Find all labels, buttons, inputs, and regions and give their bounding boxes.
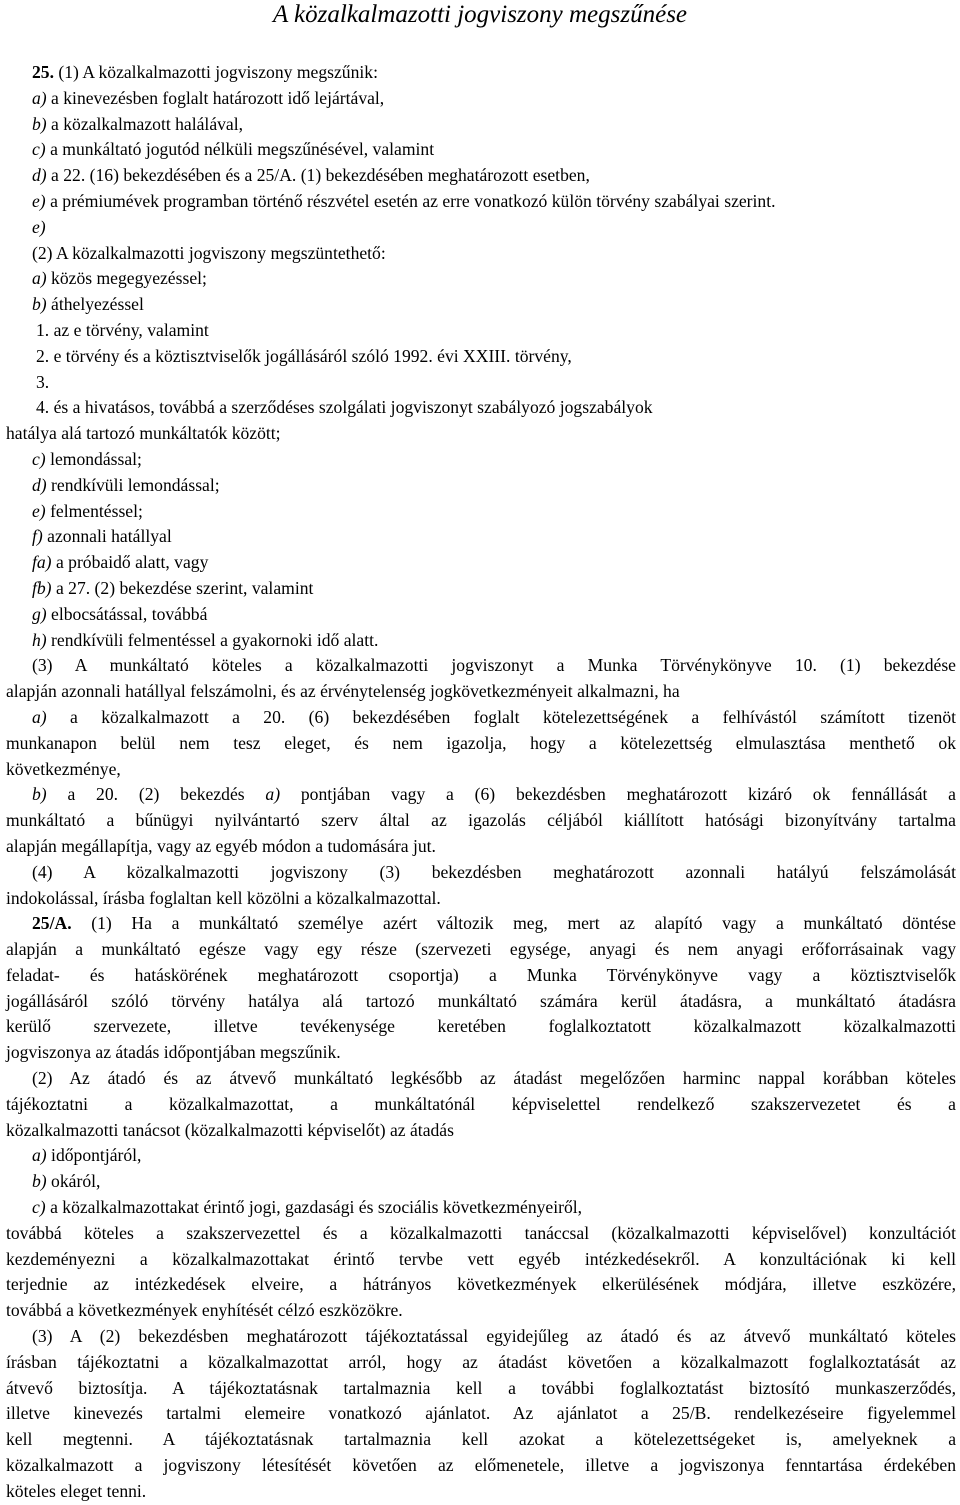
line-text: hatálya alá tartozó munkáltatók között; (6, 423, 281, 444)
item-marker: d) (32, 474, 47, 495)
text-line (6, 860, 956, 886)
line-text: (4) A közalkalmazotti jogviszony (3) bekezdésben meghatározott azonnali hatályú felszámolását (32, 861, 956, 882)
text-line (6, 292, 956, 318)
line-text: a prémiumévek programban történő részvétel esetén az erre vonatkozó külön törvény szabályai szerint. (45, 190, 776, 211)
line-text: illetve kinevezés tartalmi elemeire vonatkozó ajánlatot. Az ajánlatot a 25/B. rendelkezéseire figyelemmel (6, 1403, 956, 1424)
item-marker: e) (32, 500, 46, 521)
text-line (6, 1118, 956, 1144)
text-line (6, 1298, 956, 1324)
text-line (6, 266, 956, 292)
text-line (6, 112, 956, 138)
line-text: jogállásáról szóló törvény hatálya alá tartozó munkáltató számára kerül átadásra, a munkáltató átadásra (6, 990, 956, 1011)
line-text: (1) A közalkalmazotti jogviszony megszűnik: (54, 62, 378, 82)
text-line (6, 86, 956, 112)
text-line (6, 318, 956, 344)
line-text: átvevő biztosítja. A tájékoztatásnak tartalmaznia kell a további foglalkoztatást biztosító munkaszerződés, (6, 1377, 956, 1398)
line-text: rendkívüli lemondással; (46, 474, 220, 495)
line-text: időpontjáról, (46, 1145, 142, 1166)
text-line (6, 731, 956, 757)
text-line (6, 241, 956, 267)
line-text: kezdeményezni a közalkalmazottakat érintő tervbe vett egyéb intézkedésekről. A konzultációnak ki kell (6, 1248, 956, 1269)
item-marker: e) (32, 216, 46, 237)
item-marker: e) (32, 190, 46, 211)
line-text: következménye, (6, 758, 121, 779)
line-text: alapján azonnali hatállyal felszámolni, és az érvénytelenség jogkövetkezményeit alkalmazni, ha (6, 681, 680, 702)
text-line (6, 550, 956, 576)
text-line (6, 1350, 956, 1376)
text-line (6, 1195, 956, 1221)
item-marker: a) (32, 87, 47, 108)
item-marker: a) (32, 268, 47, 289)
text-line (6, 447, 956, 473)
text-line (6, 757, 956, 783)
line-text: a munkáltató jogutód nélküli megszűnésével, valamint (45, 139, 435, 160)
text-line (6, 1221, 956, 1247)
line-text: közös megegyezéssel; (46, 268, 207, 289)
text-line (6, 1092, 956, 1118)
text-line (6, 1427, 956, 1453)
text-line (6, 602, 956, 628)
text-line (6, 421, 956, 447)
section-number: 25/A. (32, 913, 72, 934)
text-line (6, 344, 956, 370)
text-line (6, 886, 956, 912)
line-text: (2) Az átadó és az átvevő munkáltató legkésőbb az átadást megelőzően harminc nappal korábban köteles (32, 1068, 956, 1089)
item-marker: b) (32, 294, 47, 315)
text-line (6, 395, 956, 421)
item-marker: fb) (32, 577, 52, 598)
document-body (6, 60, 956, 1505)
line-text: kerülő szervezete, illetve tevékenysége keretében foglalkoztatott közalkalmazott közalkalmazotti (6, 1016, 956, 1037)
line-text: (2) A közalkalmazotti jogviszony megszüntethető: (32, 242, 386, 263)
line-text: lemondással; (45, 448, 142, 469)
text-line (6, 653, 956, 679)
line-text: munkanapon belül nem tesz eleget, és nem igazolja, hogy a kötelezettség elmulasztása menthető ok (6, 732, 956, 753)
item-marker: c) (32, 1197, 46, 1218)
line-text: alapján a munkáltató egésze vagy egy része (szervezeti egysége, anyagi és nem anyagi erőforrásainak vagy (6, 939, 956, 960)
text-line (6, 679, 956, 705)
line-text: közalkalmazott a jogviszony létesítését követően az előmenetele, illetve a jogviszonya fenntartása érdekében (6, 1455, 956, 1476)
line-text: feladat- és hatáskörének meghatározott csoportja) a Munka Törvénykönyve vagy a köztisztviselők (6, 964, 956, 985)
line-text: 2. e törvény és a köztisztviselők jogállásáról szóló 1992. évi XXIII. törvény, (36, 345, 572, 366)
text-line (6, 163, 956, 189)
line-text: közalkalmazotti tanácsot (közalkalmazotti képviselőt) az átadás (6, 1119, 454, 1140)
text-line (6, 1040, 956, 1066)
section-number: 25. (32, 62, 54, 82)
line-text: kell megtenni. A tájékoztatásnak tartalmaznia kell azokat a kötelezettségeket is, amelyeknek a (6, 1429, 956, 1450)
item-marker: d) (32, 165, 47, 186)
line-text: továbbá a következmények enyhítését célzó eszközökre. (6, 1300, 403, 1321)
text-line (6, 808, 956, 834)
line-text: tájékoztatni a közalkalmazottat, a munkáltatónál képviselettel rendelkező szakszervezetet és a (6, 1093, 956, 1114)
line-text: a 22. (16) bekezdésében és a 25/A. (1) bekezdésében meghatározott esetben, (46, 165, 590, 186)
line-text: indokolással, írásba foglaltan kell közölni a közalkalmazottal. (6, 887, 441, 908)
line-text: a közalkalmazott halálával, (46, 113, 244, 134)
text-line (6, 911, 956, 937)
line-text: munkáltató a bűnügyi nyilvántartó szerv által az igazolás céljából kiállított hatósági bizonyítvány tartalma (6, 810, 956, 831)
text-line (6, 576, 956, 602)
line-text: 3. (36, 371, 50, 392)
line-text: pontjában vagy a (6) bekezdésben meghatározott kizáró ok fennállását a (280, 784, 956, 805)
line-text: 1. az e törvény, valamint (36, 319, 209, 340)
text-line (6, 1169, 956, 1195)
text-line (6, 834, 956, 860)
item-marker: b) (32, 1171, 47, 1192)
text-line (6, 1272, 956, 1298)
text-line (6, 782, 956, 808)
text-line (6, 1014, 956, 1040)
item-marker: h) (32, 629, 47, 650)
text-line (6, 137, 956, 163)
line-text: alapján megállapítja, vagy az egyéb módon a tudomására jut. (6, 835, 436, 856)
line-text: a próbaidő alatt, vagy (51, 552, 209, 573)
line-text: továbbá köteles a szakszervezettel és a közalkalmazotti tanáccsal (közalkalmazotti képviselővel) konzultációt (6, 1222, 956, 1243)
text-line (6, 189, 956, 215)
item-marker: a) (32, 706, 47, 727)
line-text: (3) A munkáltató köteles a közalkalmazotti jogviszonyt a Munka Törvénykönyve 10. (1) bekezdése (32, 655, 956, 676)
line-text: a közalkalmazottakat érintő jogi, gazdasági és szociális következményeiről, (45, 1197, 583, 1218)
line-text: rendkívüli felmentéssel a gyakornoki idő alatt. (46, 629, 379, 650)
line-text: (1) Ha a munkáltató személye azért változik meg, mert az alapító vagy a munkáltató döntése (71, 913, 956, 934)
item-marker: c) (32, 448, 46, 469)
line-text: jogviszonya az átadás időpontjában megszűnik. (6, 1042, 341, 1063)
item-marker: g) (32, 603, 47, 624)
text-line (6, 499, 956, 525)
line-text: a közalkalmazott a 20. (6) bekezdésében foglalt kötelezettségének a felhívástól számított tizenöt (46, 706, 956, 727)
item-marker: b) (32, 784, 47, 805)
item-marker: c) (32, 139, 46, 160)
text-line (6, 1453, 956, 1479)
line-text: azonnali hatállyal (42, 526, 172, 547)
line-text: áthelyezéssel (46, 294, 144, 315)
text-line (6, 705, 956, 731)
text-line (6, 1324, 956, 1350)
line-text: a 20. (2) bekezdés (46, 784, 266, 805)
line-text: a kinevezésben foglalt határozott idő lejártával, (46, 87, 385, 108)
line-text: köteles eleget tenni. (6, 1480, 147, 1501)
line-text: elbocsátással, továbbá (46, 603, 208, 624)
text-line (6, 524, 956, 550)
text-line (6, 1376, 956, 1402)
text-line (6, 963, 956, 989)
item-marker: f) (32, 526, 43, 547)
text-line (6, 1401, 956, 1427)
line-text: a 27. (2) bekezdése szerint, valamint (51, 577, 314, 598)
text-line (6, 628, 956, 654)
line-text: írásban tájékoztatni a közalkalmazottat arról, hogy az átadást követően a közalkalmazott foglalkoztatását az (6, 1351, 956, 1372)
item-marker: fa) (32, 552, 52, 573)
text-line (6, 473, 956, 499)
line-text: okáról, (46, 1171, 101, 1192)
line-text: terjednie az intézkedések elveire, a hátrányos következmények elkerülésének módjára, illetve eszközére, (6, 1274, 956, 1295)
text-line (6, 215, 956, 241)
text-line (6, 1479, 956, 1505)
text-line (6, 1066, 956, 1092)
text-line (6, 989, 956, 1015)
page-title: A közalkalmazotti jogviszony megszűnése (272, 1, 688, 28)
item-marker: a) (32, 1145, 47, 1166)
line-text: 4. és a hivatásos, továbbá a szerződéses szolgálati jogviszonyt szabályozó jogszabályok (36, 397, 653, 418)
item-marker: a) (265, 784, 281, 805)
text-line (6, 1143, 956, 1169)
item-marker: b) (32, 113, 47, 134)
line-text: felmentéssel; (45, 500, 143, 521)
text-line (6, 60, 956, 86)
line-text: (3) A (2) bekezdésben meghatározott tájékoztatással egyidejűleg az átadó és az átvevő munkáltató köteles (32, 1326, 956, 1347)
text-line (6, 370, 956, 396)
text-line (6, 937, 956, 963)
text-line (6, 1247, 956, 1273)
